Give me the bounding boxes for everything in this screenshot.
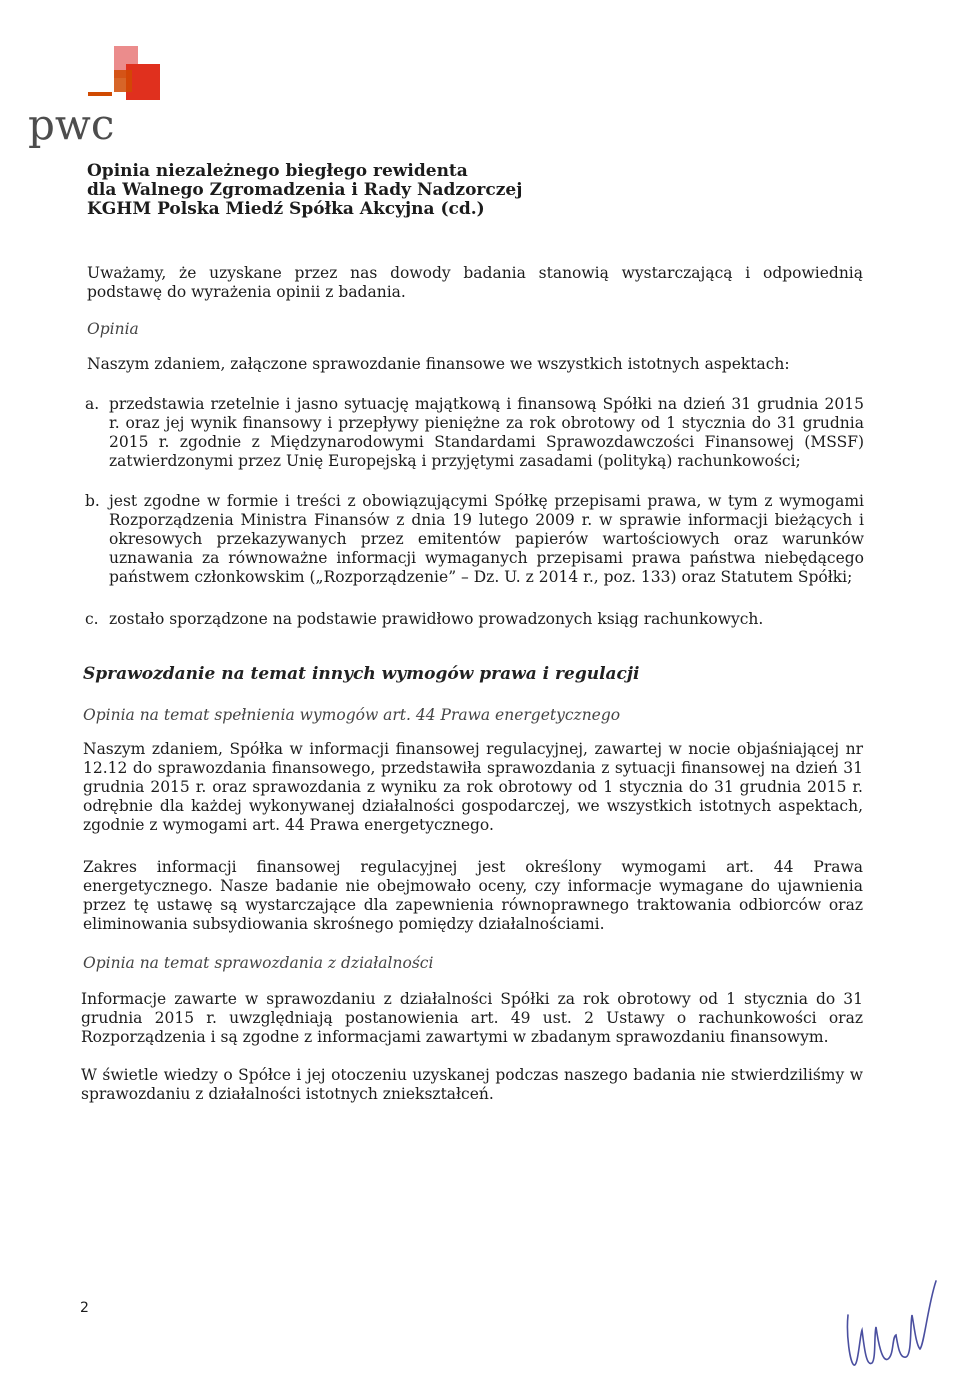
logo-bar xyxy=(88,92,112,96)
list-marker: a. xyxy=(85,395,100,413)
section-title: Sprawozdanie na temat innych wymogów prawa i regulacji xyxy=(83,664,640,684)
document-heading xyxy=(87,162,522,219)
heading-line-1: Opinia niezależnego biegłego rewidenta xyxy=(87,161,468,181)
list-marker: c. xyxy=(85,610,99,628)
scope-paragraph: Zakres informacji finansowej regulacyjnej jest określony wymogami art. 44 Prawa energetycznego. Nasze badanie nie obejmowało oceny, czy informacje wymagane do ujawnienia przez tę ustawę są wystarczające dla zapewnienia równoprawnego traktowania odbiorców oraz eliminowania subsydiowania skrośnego pomiędzy działalnościami. xyxy=(83,858,863,933)
heading-line-2: dla Walnego Zgromadzenia i Rady Nadzorczej xyxy=(87,180,523,200)
subsection-title-report: Opinia na temat sprawozdania z działalności xyxy=(83,954,434,972)
page-number: 2 xyxy=(80,1300,89,1316)
list-item xyxy=(85,492,865,592)
subsection-title-energy: Opinia na temat spełnienia wymogów art. 44 Prawa energetycznego xyxy=(83,706,621,724)
energy-paragraph: Naszym zdaniem, Spółka w informacji finansowej regulacyjnej, zawartej w nocie objaśniającej nr 12.12 do sprawozdania finansowego, przedstawiła sprawozdania z sytuacji finansowej na dzień 31 grudnia 2015 r. oraz sprawozdania z wyniku za rok obrotowy od 1 stycznia do 31 grudnia 2015 r. odrębnie dla każdej wykonywanej działalności gospodarczej, we wszystkich istotnych aspektach, zgodnie z wymogami art. 44 Prawa energetycznego. xyxy=(83,740,863,834)
findings-paragraph: W świetle wiedzy o Spółce i jej otoczeniu uzyskanej podczas naszego badania nie stwierdziliśmy w sprawozdaniu z działalności istotnych zniekształceń. xyxy=(81,1066,863,1103)
list-item-text: jest zgodne w formie i treści z obowiązującymi Spółkę przepisami prawa, w tym z wymogami Rozporządzenia Ministra Finansów z dnia 19 lutego 2009 r. w sprawie informacji bieżących i okresowych przekazywanych przez emitentów papierów wartościowych oraz warunków uznawania za równoważne informacji wymaganych przepisami prawa państwa niebędącego państwem członkowskim („Rozporządzenie” – Dz. U. z 2014 r., poz. 133) oraz Statutem Spółki; xyxy=(109,492,864,586)
signature-mark xyxy=(840,1275,940,1375)
pwc-logo xyxy=(28,44,168,154)
opinion-title: Opinia xyxy=(87,320,139,338)
list-marker: b. xyxy=(85,492,100,510)
list-item xyxy=(85,610,865,630)
list-item-text: przedstawia rzetelnie i jasno sytuację majątkową i finansową Spółki na dzień 31 grudnia 2015 r. oraz jej wynik finansowy i przepływy pieniężne za rok obrotowy od 1 stycznia do 31 grudnia 2015 r. zgodnie z Międzynarodowymi Standardami Sprawozdawczości Finansowej (MSSF) zatwierdzonymi przez Unię Europejską i przyjętymi zasadami (polityką) rachunkowości; xyxy=(109,395,864,470)
intro-paragraph: Uważamy, że uzyskane przez nas dowody badania stanowią wystarczającą i odpowiednią podstawę do wyrażenia opinii z badania. xyxy=(87,264,863,301)
report-paragraph: Informacje zawarte w sprawozdaniu z działalności Spółki za rok obrotowy od 1 stycznia do 31 grudnia 2015 r. uwzględniają postanowienia art. 49 ust. 2 Ustawy o rachunkowości oraz Rozporządzenia i są zgodne z informacjami zawartymi w zbadanym sprawozdaniu finansowym. xyxy=(81,990,863,1046)
opinion-lead: Naszym zdaniem, załączone sprawozdanie finansowe we wszystkich istotnych aspektach: xyxy=(87,355,790,373)
logo-block-dark xyxy=(114,70,132,92)
heading-line-3: KGHM Polska Miedź Spółka Akcyjna (cd.) xyxy=(87,199,485,219)
list-item-text: zostało sporządzone na podstawie prawidłowo prowadzonych ksiąg rachunkowych. xyxy=(109,610,764,628)
logo-wordmark: pwc xyxy=(28,100,115,149)
list-item xyxy=(85,395,865,475)
